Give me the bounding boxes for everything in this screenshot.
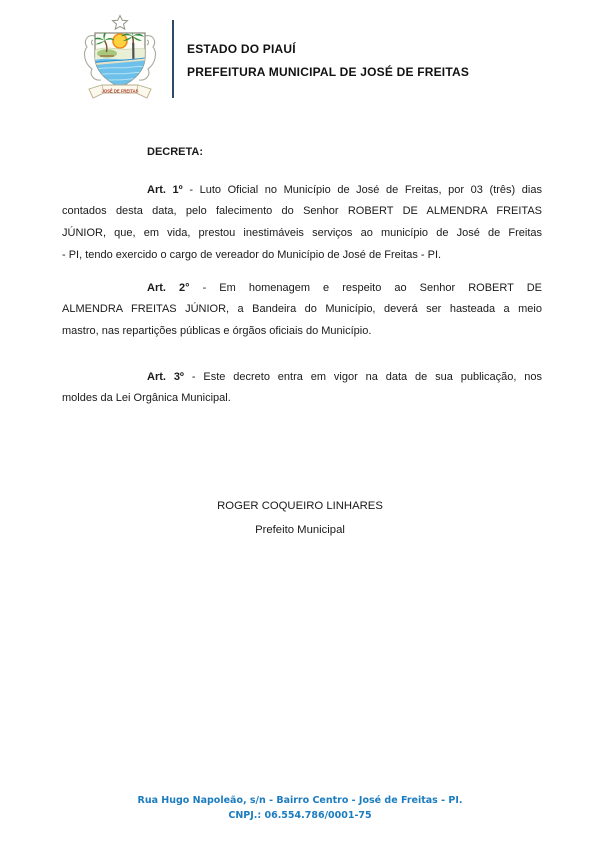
crest-banner-text: JOSÉ DE FREITAS	[101, 88, 139, 94]
decree-line-text: - Em homenagem e respeito ao Senhor ROBERT DE	[189, 281, 542, 294]
decree-line	[62, 278, 542, 300]
footer-cnpj: CNPJ.: 06.554.786/0001-75	[228, 810, 372, 821]
decreta-heading: DECRETA:	[147, 146, 204, 158]
header-divider	[172, 20, 174, 98]
footer-address: Rua Hugo Napoleão, s/n - Bairro Centro - José de Freitas - PI.	[137, 795, 463, 806]
article-3	[62, 367, 542, 410]
letterhead	[187, 38, 469, 84]
decree-line	[62, 180, 542, 202]
signatory-name: ROGER COQUEIRO LINHARES	[217, 500, 383, 512]
article-3-label: Art. 3º	[147, 370, 184, 383]
article-1-label: Art. 1º	[147, 183, 183, 196]
article-2-label: Art. 2°	[147, 281, 190, 294]
decree-line-text: - Luto Oficial no Município de José de Freitas, por 03 (três) dias	[182, 183, 542, 196]
decree-line	[62, 367, 542, 389]
letterhead-state: ESTADO DO PIAUÍ	[187, 42, 296, 56]
decree-line: moldes da Lei Orgânica Municipal.	[62, 392, 231, 405]
decree-line-text: - Este decreto entra em vigor na data de sua publicação, nos	[183, 370, 542, 383]
decree-body	[62, 142, 542, 410]
letterhead-municipality: PREFEITURA MUNICIPAL DE JOSÉ DE FREITAS	[187, 65, 470, 79]
article-2	[62, 278, 542, 343]
decree-line: - PI, tendo exercido o cargo de vereador do Município de José de Freitas - PI.	[62, 248, 442, 261]
document-footer	[0, 793, 600, 823]
decree-line: ALMENDRA FREITAS JÚNIOR, a Bandeira do Município, deverá ser hasteada a meio	[62, 303, 542, 316]
municipal-coat-of-arms-icon	[80, 14, 160, 106]
signature-block	[0, 495, 600, 542]
decree-line: mastro, nas repartições públicas e órgãos oficiais do Município.	[62, 324, 372, 337]
decree-line: JÚNIOR, que, em vida, prestou inestimáveis serviços ao município de José de Freitas	[62, 227, 542, 240]
signatory-title: Prefeito Municipal	[255, 523, 345, 536]
decree-line: contados desta data, pelo falecimento do Senhor ROBERT DE ALMENDRA FREITAS	[62, 205, 542, 218]
article-1	[62, 180, 542, 267]
